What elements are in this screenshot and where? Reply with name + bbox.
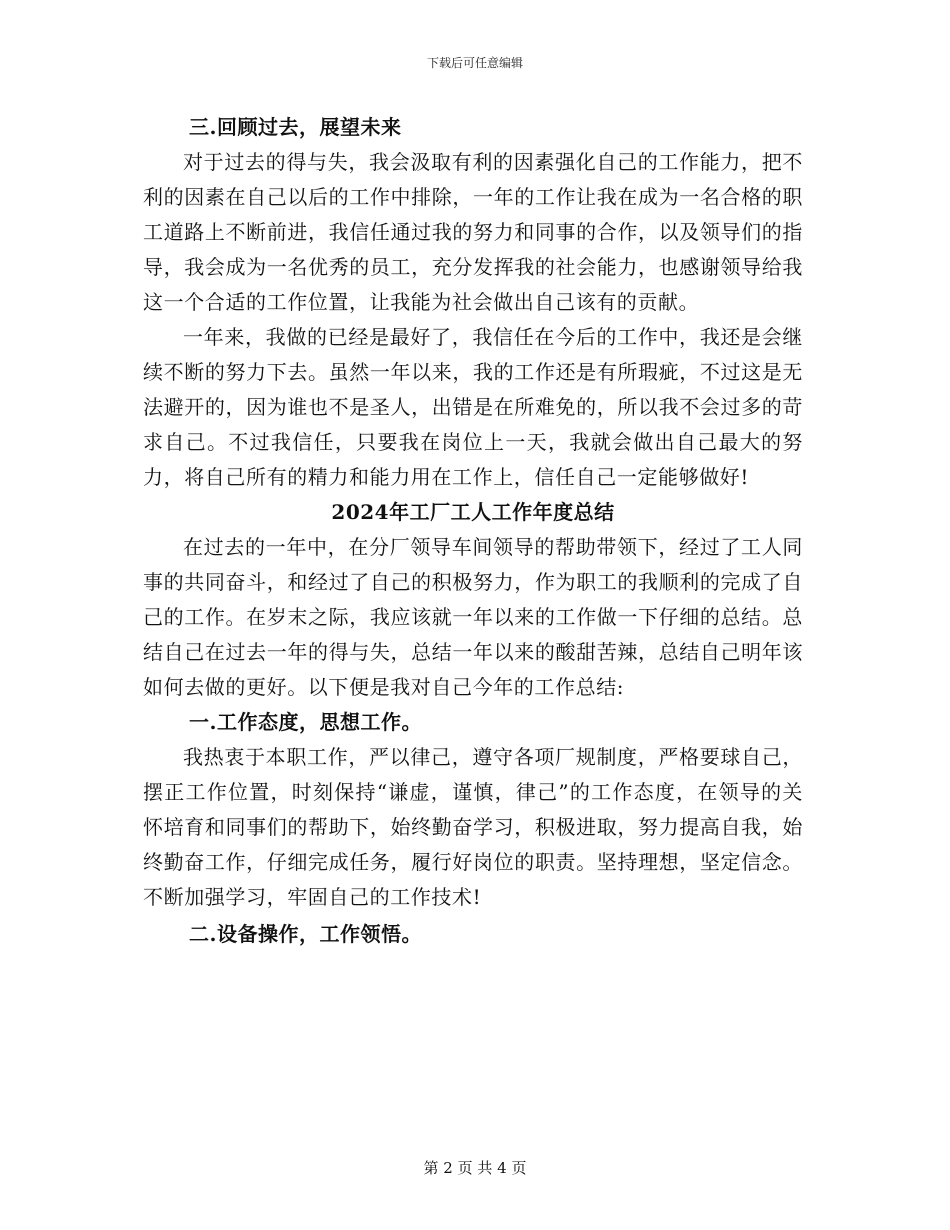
paragraph-attitude: 我热衷于本职工作，严以律己，遵守各项厂规制度，严格要球自己，摆正工作位置，时刻保持“谦虚，谨慎，律己”的工作态度，在领导的关怀培育和同事们的帮助下，始终勤奋学习，积极进取，努力提高自我，始终勤奋工作，仔细完成任务，履行好岗位的职责。坚持理想，坚定信念。不断加强学习，牢固自己的工作技术! xyxy=(143,745,803,909)
document-body xyxy=(143,110,803,952)
section-heading-equipment: 二.设备操作，工作领悟。 xyxy=(189,922,422,946)
page-footer: 第 2 页 共 4 页 xyxy=(423,1159,527,1177)
paragraph-review-2: 一年来，我做的已经是最好了，我信任在今后的工作中，我还是会继续不断的努力下去。虽然一年以来，我的工作还是有所瑕疵，不过这是无法避开的，因为谁也不是圣人，出错是在所难免的，所以我不会过多的苛求自己。不过我信任，只要我在岗位上一天，我就会做出自己最大的努力，将自己所有的精力和能力用在工作上，信任自己一定能够做好! xyxy=(143,325,803,489)
page-header: 下载后可任意编辑 xyxy=(426,56,523,70)
paragraph-intro: 在过去的一年中，在分厂领导车间领导的帮助带领下，经过了工人同事的共同奋斗，和经过了自己的积极努力，作为职工的我顺利的完成了自己的工作。在岁末之际，我应该就一年以来的工作做一下仔细的总结。总结自己在过去一年的得与失，总结一年以来的酸甜苦辣，总结自己明年该如何去做的更好。以下便是我对自己今年的工作总结: xyxy=(143,535,803,699)
paragraph-review-1: 对于过去的得与失，我会汲取有利的因素强化自己的工作能力，把不利的因素在自己以后的工作中排除，一年的工作让我在成为一名合格的职工道路上不断前进，我信任通过我的努力和同事的合作，以及领导们的指导，我会成为一名优秀的员工，充分发挥我的社会能力，也感谢领导给我这一个合适的工作位置，让我能为社会做出自己该有的贡献。 xyxy=(143,150,803,314)
article-title: 2024年工厂工人工作年度总结 xyxy=(331,500,615,524)
section-heading-attitude: 一.工作态度，思想工作。 xyxy=(189,710,422,734)
section-heading-review: 三.回顾过去，展望未来 xyxy=(189,115,402,139)
